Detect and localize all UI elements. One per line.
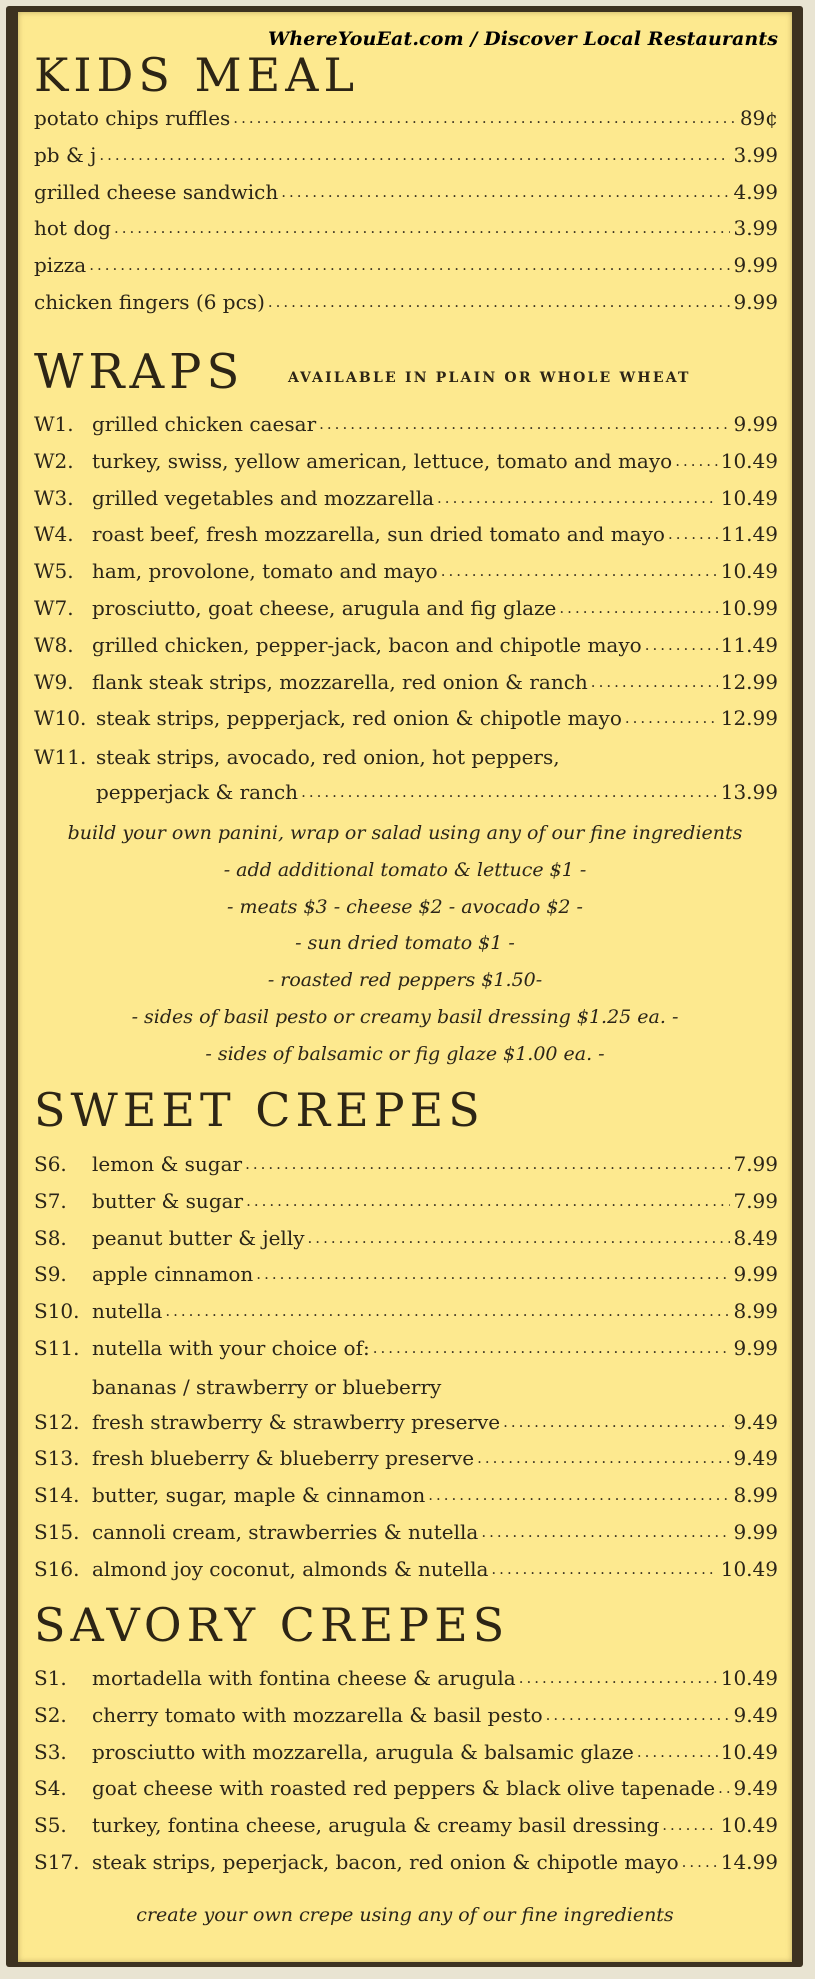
dot-leader: [668, 527, 718, 542]
item-price: 8.99: [733, 1299, 778, 1324]
item-name: grilled chicken, pepper-jack, bacon and chipotle mayo: [92, 632, 642, 657]
dot-leader: [546, 1708, 731, 1723]
dot-leader: [319, 417, 730, 432]
item-price: 9.49: [733, 1702, 778, 1727]
menu-item-row: [34, 414, 778, 434]
item-price: 10.49: [720, 1666, 778, 1690]
item-name: steak strips, avocado, red onion, hot peppers,: [96, 745, 560, 770]
dot-leader: [645, 638, 718, 653]
item-name: butter, sugar, maple & cinnamon: [92, 1483, 426, 1508]
add-on-note: - meats $3 - cheese $2 - avocado $2 -: [227, 895, 583, 918]
menu-item-row: [34, 108, 778, 128]
wraps-note: AVAILABLE IN PLAIN OR WHOLE WHEAT: [288, 370, 691, 386]
dot-leader: [662, 1818, 717, 1833]
dot-leader: [437, 491, 718, 506]
item-code: W7.: [34, 596, 74, 620]
item-name: grilled cheese sandwich: [34, 179, 279, 204]
item-code: S10.: [34, 1299, 80, 1324]
menu-item-row: [34, 706, 778, 731]
menu-item-row: [34, 1813, 778, 1838]
dot-leader: [477, 1451, 730, 1466]
menu-item-row: [34, 632, 778, 657]
menu-item-row: [34, 1776, 778, 1801]
item-name: pizza: [34, 253, 87, 278]
item-code: W3.: [34, 485, 74, 510]
item-price: 4.99: [733, 179, 778, 204]
menu-item-row: [34, 216, 778, 241]
menu-item-row: [34, 1409, 778, 1434]
dot-leader: [99, 148, 730, 163]
add-on-note: - sun dried tomato $1 -: [295, 932, 515, 955]
dot-leader: [637, 1745, 718, 1760]
item-code: S12.: [34, 1409, 80, 1434]
item-price: 10.49: [720, 1739, 778, 1764]
item-code: W1.: [34, 412, 74, 436]
dot-leader: [165, 1304, 730, 1319]
item-code: W10.: [34, 706, 87, 731]
item-name: pepperjack & ranch: [96, 780, 299, 804]
menu-page: [18, 12, 792, 1962]
item-name: prosciutto with mozzarella, arugula & balsamic glaze: [92, 1739, 634, 1764]
item-price: 9.99: [733, 253, 778, 278]
menu-item-row: [34, 1338, 778, 1358]
item-price: 7.99: [733, 1152, 778, 1176]
dot-leader: [682, 1855, 718, 1870]
dot-leader: [89, 258, 730, 273]
menu-item-row: [34, 598, 778, 618]
dot-leader: [491, 1562, 717, 1577]
item-price: 10.49: [720, 1556, 778, 1581]
item-price: 12.99: [720, 706, 778, 731]
menu-item-row: [34, 1262, 778, 1287]
dot-leader: [428, 1488, 730, 1503]
dot-leader: [591, 675, 718, 690]
dot-leader: [373, 1341, 731, 1356]
item-code: S2.: [34, 1702, 67, 1727]
menu-item-row: [96, 782, 778, 802]
menu-item-row: [34, 253, 778, 278]
menu-item-row: [34, 1522, 778, 1542]
dot-leader: [519, 1671, 718, 1686]
add-on-note: - add additional tomato & lettuce $1 -: [223, 858, 587, 881]
menu-item-row: [34, 142, 778, 167]
item-price: 11.49: [720, 632, 778, 657]
item-name: nutella with your choice of:: [92, 1336, 370, 1360]
item-price: 8.99: [733, 1483, 778, 1508]
dot-leader: [503, 1415, 730, 1430]
item-price: 3.99: [733, 142, 778, 167]
item-name: peanut butter & jelly: [92, 1225, 305, 1250]
item-code: S4.: [34, 1776, 67, 1801]
menu-item-row: [34, 1154, 778, 1174]
item-name: cherry tomato with mozzarella & basil pesto: [92, 1702, 543, 1727]
menu-item-row: [34, 1556, 778, 1581]
item-price: 9.99: [733, 1520, 778, 1544]
item-code: S17.: [34, 1850, 80, 1874]
dot-leader: [441, 564, 718, 579]
item-code: W11.: [34, 745, 87, 770]
item-code: S13.: [34, 1446, 80, 1471]
dot-leader: [268, 295, 731, 310]
menu-item-row: [34, 1299, 778, 1324]
dot-leader: [114, 221, 731, 236]
sweet-crepes-title: SWEET CREPES: [34, 1083, 485, 1137]
item-name: flank steak strips, mozzarella, red onion & ranch: [92, 669, 588, 694]
item-name: steak strips, pepperjack, red onion & chipotle mayo: [96, 706, 622, 731]
item-code: W5.: [34, 559, 74, 584]
item-name: fresh blueberry & blueberry preserve: [92, 1446, 475, 1471]
menu-item-row: [34, 485, 778, 510]
menu-item-row: [34, 1739, 778, 1764]
item-code: S1.: [34, 1666, 67, 1690]
wraps-title: WRAPS: [34, 344, 245, 400]
item-code: S16.: [34, 1556, 80, 1581]
item-name: butter & sugar: [92, 1188, 244, 1213]
dot-leader: [256, 1267, 730, 1282]
add-on-note: - roasted red peppers $1.50-: [267, 969, 543, 992]
menu-item-row: [34, 179, 778, 204]
dot-leader: [559, 601, 717, 616]
item-price: 10.99: [720, 596, 778, 620]
item-price: 10.49: [720, 448, 778, 473]
item-code: W4.: [34, 522, 74, 547]
item-price: 9.49: [733, 1446, 778, 1471]
item-name: grilled vegetables and mozzarella: [92, 485, 435, 510]
menu-item-row: [34, 1702, 778, 1727]
build-your-own-note: build your own panini, wrap or salad using any of our fine ingredients: [67, 822, 743, 844]
item-name: grilled chicken caesar: [92, 412, 317, 436]
item-price: 10.49: [720, 485, 778, 510]
item-name: roast beef, fresh mozzarella, sun dried tomato and mayo: [92, 522, 665, 547]
item-code: S8.: [34, 1225, 67, 1250]
dot-leader: [246, 1194, 730, 1209]
item-code: W8.: [34, 632, 74, 657]
add-on-note: - sides of basil pesto or creamy basil dressing $1.25 ea. -: [131, 1006, 679, 1028]
dot-leader: [308, 1231, 731, 1246]
item-name: turkey, fontina cheese, arugula & creamy basil dressing: [92, 1813, 660, 1838]
item-name: nutella: [92, 1299, 163, 1324]
item-name: ham, provolone, tomato and mayo: [92, 559, 438, 584]
menu-item-row: [34, 1446, 778, 1471]
item-price: 9.99: [733, 1336, 778, 1360]
item-price: 12.99: [720, 669, 778, 694]
dot-leader: [625, 711, 718, 726]
kids-meal-title: KIDS MEAL: [34, 48, 359, 102]
item-price: 9.49: [733, 1409, 778, 1434]
item-code: S11.: [34, 1336, 80, 1360]
dot-leader: [718, 1781, 730, 1796]
item-code: W2.: [34, 448, 74, 473]
item-name: fresh strawberry & strawberry preserve: [92, 1409, 501, 1434]
item-code: S6.: [34, 1152, 67, 1176]
item-price: 9.99: [733, 412, 778, 436]
item-name-continued: bananas / strawberry or blueberry: [92, 1374, 442, 1399]
item-price: 9.49: [733, 1776, 778, 1801]
menu-item-row: [34, 522, 778, 547]
item-name: mortadella with fontina cheese & arugula: [92, 1666, 516, 1690]
dot-leader: [301, 785, 718, 800]
item-price: 9.99: [733, 290, 778, 314]
menu-item-row: [34, 669, 778, 694]
item-name: steak strips, peperjack, bacon, red onion & chipotle mayo: [92, 1850, 679, 1874]
item-name: hot dog: [34, 216, 111, 241]
item-name: apple cinnamon: [92, 1262, 254, 1287]
item-name: cannoli cream, strawberries & nutella: [92, 1520, 479, 1544]
menu-item-row: [34, 1225, 778, 1250]
item-price: 10.49: [720, 1813, 778, 1838]
item-name: turkey, swiss, yellow american, lettuce, tomato and mayo: [92, 448, 673, 473]
dot-leader: [481, 1525, 730, 1540]
item-name: chicken fingers (6 pcs): [34, 290, 265, 314]
item-price: 8.49: [733, 1225, 778, 1250]
item-price: 7.99: [733, 1188, 778, 1213]
savory-crepes-title: SAVORY CREPES: [34, 1598, 510, 1652]
add-on-note: - sides of balsamic or fig glaze $1.00 ea. -: [205, 1042, 605, 1065]
dot-leader: [233, 111, 737, 126]
menu-item-row: [34, 292, 778, 312]
item-price: 89¢: [739, 106, 778, 130]
item-code: S5.: [34, 1813, 67, 1838]
item-price: 11.49: [720, 522, 778, 547]
dot-leader: [281, 185, 730, 200]
menu-item-row: [34, 1668, 778, 1688]
menu-item-row: [34, 448, 778, 473]
item-price: 13.99: [720, 780, 778, 804]
item-name: pb & j: [34, 142, 97, 167]
dot-leader: [245, 1157, 730, 1172]
item-code: W9.: [34, 669, 74, 694]
menu-item-row: [34, 1188, 778, 1213]
savory-note: create your own crepe using any of our fine ingredients: [136, 1904, 674, 1926]
item-price: 10.49: [720, 559, 778, 584]
item-code: S7.: [34, 1188, 67, 1213]
item-name: potato chips ruffles: [34, 106, 231, 130]
item-price: 9.99: [733, 1262, 778, 1287]
menu-item-row: [34, 559, 778, 584]
item-price: 14.99: [720, 1850, 778, 1874]
menu-item-row: [34, 1852, 778, 1872]
item-code: S14.: [34, 1483, 80, 1508]
item-code: S15.: [34, 1520, 80, 1544]
item-name: prosciutto, goat cheese, arugula and fig glaze: [92, 596, 557, 620]
item-name: almond joy coconut, almonds & nutella: [92, 1556, 489, 1581]
item-code: S3.: [34, 1739, 67, 1764]
item-price: 3.99: [733, 216, 778, 241]
dot-leader: [675, 454, 718, 469]
item-name: lemon & sugar: [92, 1152, 243, 1176]
item-name: goat cheese with roasted red peppers & black olive tapenade: [92, 1776, 716, 1801]
site-header-link[interactable]: WhereYouEat.com / Discover Local Restaurants: [267, 28, 778, 50]
item-code: S9.: [34, 1262, 67, 1287]
menu-item-row: [34, 1483, 778, 1508]
